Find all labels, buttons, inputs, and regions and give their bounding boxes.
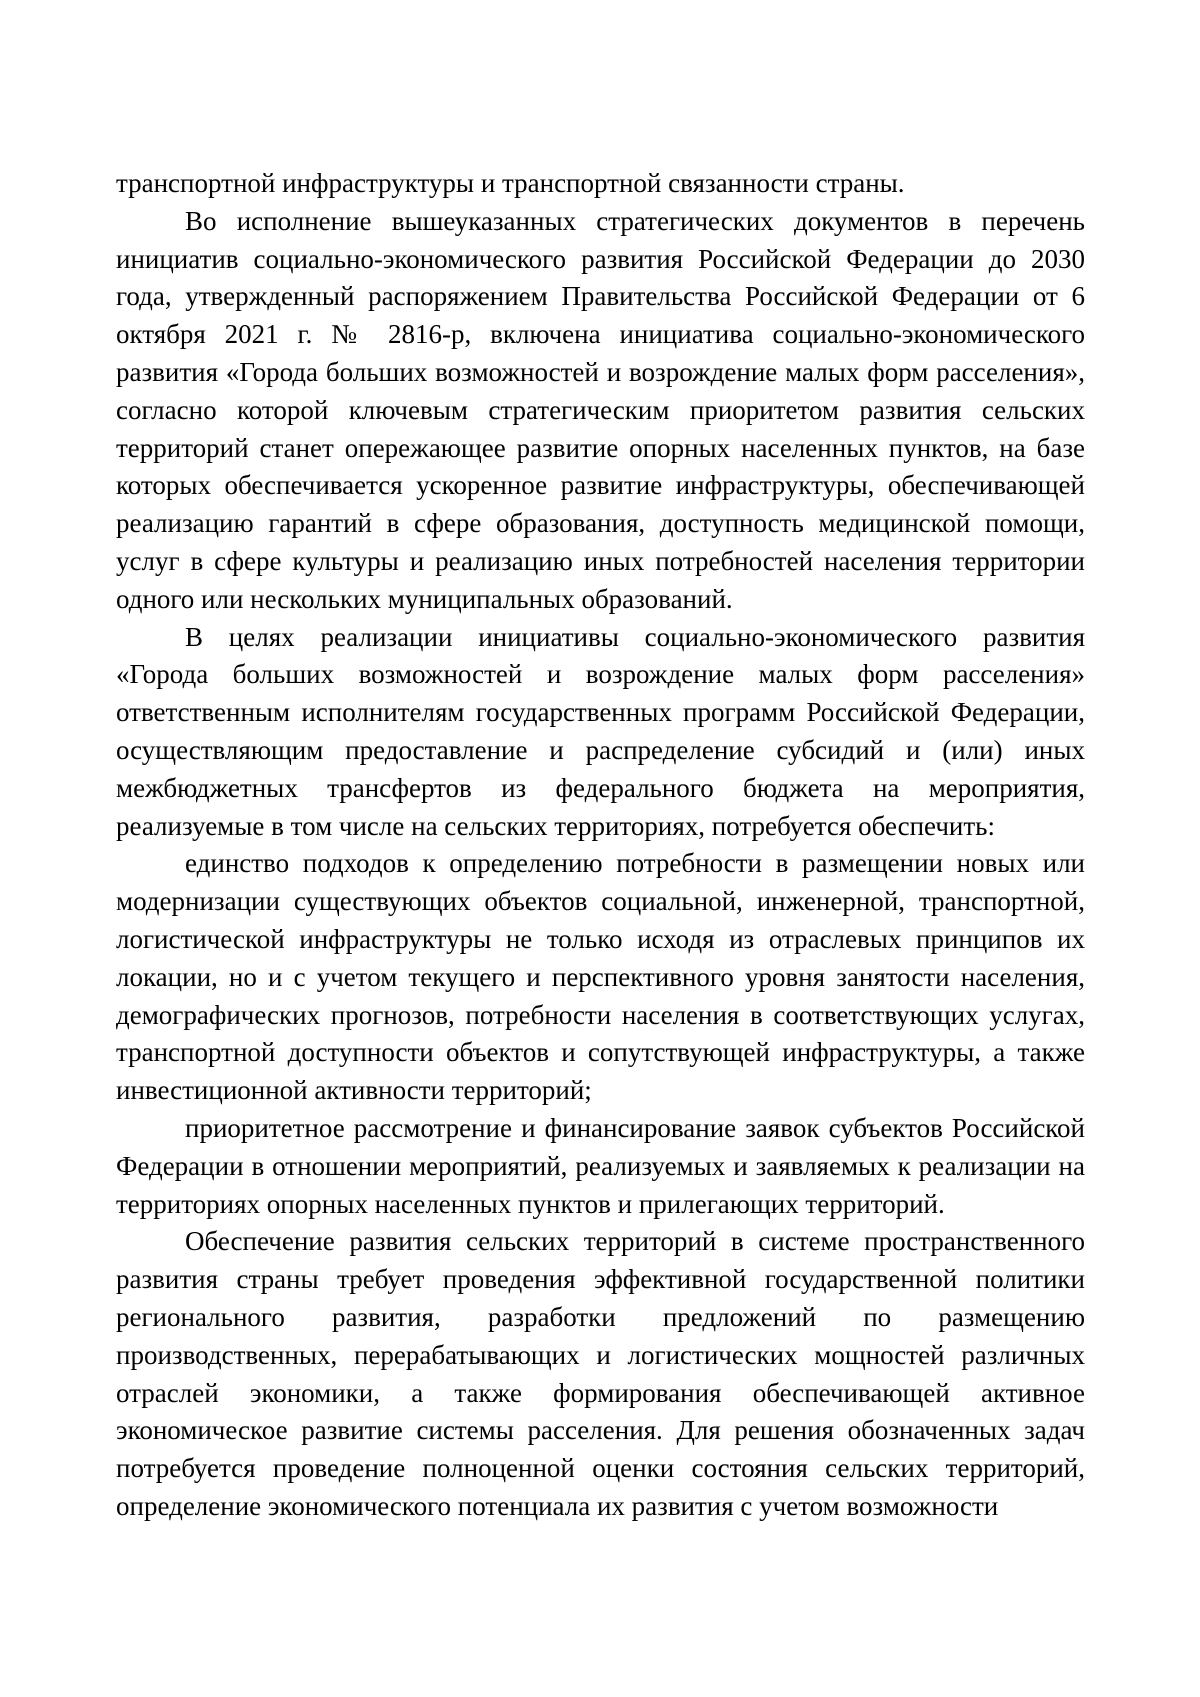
document-page xyxy=(116,165,1085,1526)
paragraph-rural-development: Обеспечение развития сельских территорий в системе пространственного развития страны требует проведения эффективной государственной политики регионального развития, разработки предложений по размещению производственных, перерабатывающих и логистических мощностей различных отраслей экономики, а также формирования обеспечивающей активное экономическое развитие системы расселения. Для решения обозначенных задач потребуется проведение полноценной оценки состояния сельских территорий, определение экономического потенциала их развития с учетом возможности xyxy=(116,1226,1085,1521)
paragraph-continuation: транспортной инфраструктуры и транспортной связанности страны. xyxy=(116,168,905,198)
paragraph-goals: В целях реализации инициативы социально-экономического развития «Города больших возможностей и возрождение малых форм расселения» ответственным исполнителям государственных программ Российской Федерации, осуществляющим предоставление и распределение субсидий и (или) иных межбюджетных трансфертов из федерального бюджета на мероприятия, реализуемые в том числе на сельских территориях, потребуется обеспечить: xyxy=(116,621,1085,841)
paragraph-priority-review: приоритетное рассмотрение и финансирование заявок субъектов Российской Федерации в отношении мероприятий, реализуемых и заявляемых к реализации на территориях опорных населенных пунктов и прилегающих территорий. xyxy=(116,1112,1085,1219)
paragraph-initiatives: Во исполнение вышеуказанных стратегических документов в перечень инициатив социально-экономического развития Российской Федерации до 2030 года, утвержденный распоряжением Правительства Российской Федерации от 6 октября 2021 г. № 2816-р, включена инициатива социально-экономического развития «Города больших возможностей и возрождение малых форм расселения», согласно которой ключевым стратегическим приоритетом развития сельских территорий станет опережающее развитие опорных населенных пунктов, на базе которых обеспечивается ускоренное развитие инфраструктуры, обеспечивающей реализацию гарантий в сфере образования, доступность медицинской помощи, услуг в сфере культуры и реализацию иных потребностей населения территории одного или нескольких муниципальных образований. xyxy=(116,205,1085,614)
paragraph-unified-approaches: единство подходов к определению потребности в размещении новых или модернизации существующих объектов социальной, инженерной, транспортной, логистической инфраструктуры не только исходя из отраслевых принципов их локации, но и с учетом текущего и перспективного уровня занятости населения, демографических прогнозов, потребности населения в соответствующих услугах, транспортной доступности объектов и сопутствующей инфраструктуры, а также инвестиционной активности территорий; xyxy=(116,848,1085,1106)
